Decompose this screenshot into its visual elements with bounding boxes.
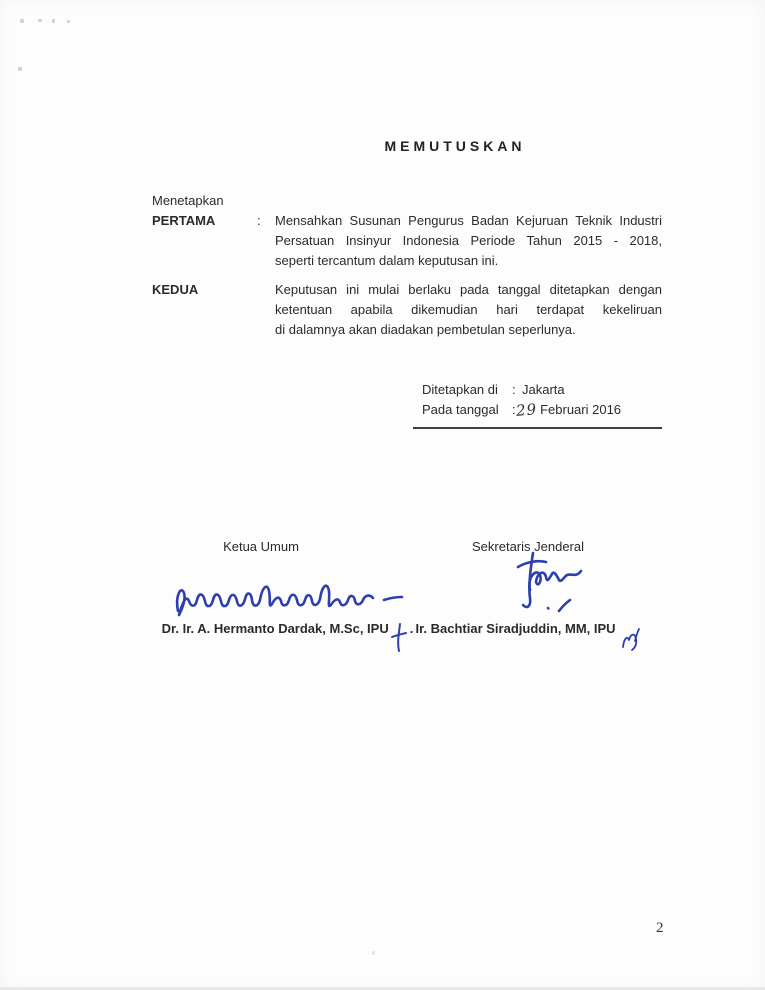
signatory-title-ketua-umum: Ketua Umum	[223, 539, 299, 554]
decision-kedua-line: ketentuan apabila dikemudian hari terdapat kekeliruan	[275, 302, 662, 317]
place-label: Ditetapkan di	[422, 382, 498, 397]
decision-pertama-label: PERTAMA	[152, 213, 216, 228]
document-heading: MEMUTUSKAN	[384, 138, 526, 154]
decision-pertama-body	[275, 211, 662, 271]
decision-pertama-line: seperti tercantum dalam keputusan ini.	[275, 253, 499, 268]
scan-artifact	[18, 67, 22, 71]
signature-divider-line	[413, 427, 662, 429]
date-label: Pada tanggal	[422, 402, 499, 417]
decision-pertama-line: Persatuan Insinyur Indonesia Periode Tahun 2015 - 2018,	[275, 233, 662, 248]
decision-kedua-line: di dalamnya akan diadakan pembetulan seperlunya.	[275, 322, 576, 337]
handwritten-day: 29	[515, 400, 538, 420]
signatory-name-row	[145, 621, 430, 653]
scan-artifact	[52, 19, 55, 23]
scan-artifact	[20, 19, 24, 23]
scan-artifact	[38, 19, 42, 22]
place-colon: :	[512, 382, 516, 397]
scan-artifact	[372, 951, 375, 955]
decision-pertama-colon: :	[257, 213, 261, 228]
signature-ink-bachtiar-siradjuddin	[500, 548, 595, 623]
signatory-name-hermanto-dardak: Dr. Ir. A. Hermanto Dardak, M.Sc, IPU	[161, 621, 389, 636]
date-colon: :	[512, 402, 516, 417]
signing-date-row	[422, 400, 621, 420]
ink-flourish-icon	[391, 623, 407, 653]
signatory-name-bachtiar-siradjuddin: Ir. Bachtiar Siradjuddin, MM, IPU	[415, 621, 616, 636]
decision-kedua-label: KEDUA	[152, 282, 199, 297]
page-number: 2	[656, 920, 664, 936]
signatory-title-sekretaris-jenderal: Sekretaris Jenderal	[472, 539, 584, 554]
preamble-label: Menetapkan	[152, 193, 224, 208]
signature-ink-hermanto-dardak	[170, 578, 405, 623]
place-value: Jakarta	[522, 382, 565, 397]
decision-kedua-body	[275, 280, 662, 340]
signatory-name-row	[409, 621, 647, 653]
decision-kedua-line: Keputusan ini mulai berlaku pada tanggal ditetapkan dengan	[275, 282, 662, 297]
signing-place-row	[422, 380, 565, 400]
date-value: Februari 2016	[540, 402, 622, 417]
name-suffix-dot: .	[409, 621, 414, 636]
scan-artifact	[67, 20, 70, 23]
decision-pertama-line: Mensahkan Susunan Pengurus Badan Kejuruan Teknik Industri	[275, 213, 662, 228]
ink-initials-icon	[620, 627, 644, 653]
